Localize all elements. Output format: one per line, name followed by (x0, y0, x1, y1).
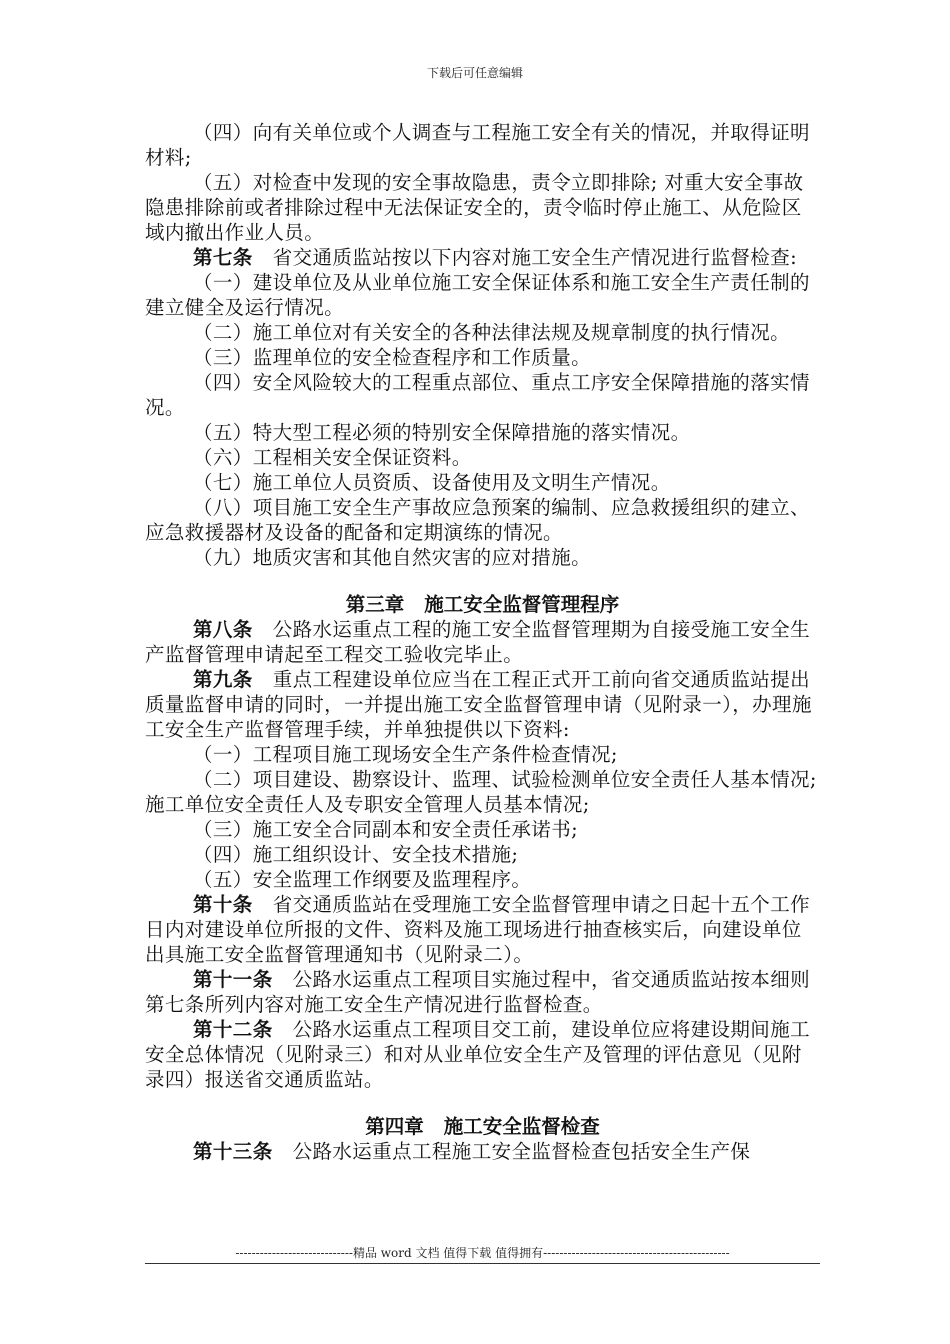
article-paragraph: 第十三条 公路水运重点工程施工安全监督检查包括安全生产保 (193, 1140, 751, 1163)
paragraph: （三）施工安全合同副本和安全责任承诺书; (193, 818, 579, 841)
article-paragraph: 第八条 公路水运重点工程的施工安全监督管理期为自接受施工安全生产监督管理申请起至工程交工验收完毕止。 (145, 618, 811, 666)
paragraph: （二）项目建设、勘察设计、监理、试验检测单位安全责任人基本情况; 施工单位安全责任人及专职安全管理人员基本情况; (145, 768, 817, 816)
paragraph: （一）工程项目施工现场安全生产条件检查情况; (193, 743, 618, 766)
paragraph: （八）项目施工安全生产事故应急预案的编制、应急救援组织的建立、应急救援器材及设备的配备和定期演练的情况。 (145, 496, 810, 544)
footer-rule (145, 1263, 820, 1264)
article-paragraph: 第十一条 公路水运重点工程项目实施过程中，省交通质监站按本细则第七条所列内容对施工安全生产情况进行监督检查。 (145, 968, 811, 1016)
paragraph: （三）监理单位的安全检查程序和工作质量。 (193, 346, 592, 369)
article-label: 第十二条 (193, 1018, 273, 1041)
paragraph: （五）特大型工程必须的特别安全保障措施的落实情况。 (193, 421, 691, 444)
page-header: 下载后可任意编辑 (426, 66, 523, 80)
paragraph: （五）安全监理工作纲要及监理程序。 (193, 868, 532, 891)
article-label: 第九条 (193, 668, 253, 691)
article-label: 第八条 (193, 618, 253, 641)
paragraph: （九）地质灾害和其他自然灾害的应对措施。 (193, 546, 592, 569)
chapter-heading: 第三章 施工安全监督管理程序 (345, 593, 620, 616)
paragraph: （七）施工单位人员资质、设备使用及文明生产情况。 (193, 471, 671, 494)
article-paragraph: 第九条 重点工程建设单位应当在工程正式开工前向省交通质监站提出质量监督申请的同时，一并提出施工安全监督管理申请（见附录一），办理施工安全生产监督管理手续，并单独提供以下资料: (145, 668, 812, 741)
article-paragraph: 第七条 省交通质监站按以下内容对施工安全生产情况进行监督检查: (193, 246, 798, 269)
paragraph: （二）施工单位对有关安全的各种法律法规及规章制度的执行情况。 (193, 321, 791, 344)
article-label: 第十一条 (193, 968, 273, 991)
paragraph: （四）安全风险较大的工程重点部位、重点工序安全保障措施的落实情况。 (145, 371, 810, 419)
article-paragraph: 第十二条 公路水运重点工程项目交工前，建设单位应将建设期间施工安全总体情况（见附录三）和对从业单位安全生产及管理的评估意见（见附录四）报送省交通质监站。 (145, 1018, 811, 1091)
paragraph: （五）对检查中发现的安全事故隐患，责令立即排除; 对重大安全事故隐患排除前或者排除过程中无法保证安全的，责令临时停止施工、从危险区域内撤出作业人员。 (145, 171, 804, 244)
paragraph: （六）工程相关安全保证资料。 (193, 446, 472, 469)
paragraph: （四）向有关单位或个人调查与工程施工安全有关的情况，并取得证明材料; (145, 121, 810, 169)
chapter-heading: 第四章 施工安全监督检查 (365, 1115, 600, 1138)
article-paragraph: 第十条 省交通质监站在受理施工安全监督管理申请之日起十五个工作日内对建设单位所报的文件、资料及施工现场进行抽查核实后，向建设单位出具施工安全监督管理通知书（见附录二）。 (145, 893, 811, 966)
page-footer: -----------------------------精品 word 文档 值得下载 值得拥有---------------------------------------------- (235, 1246, 730, 1260)
paragraph: （一）建设单位及从业单位施工安全保证体系和施工安全生产责任制的建立健全及运行情况。 (145, 271, 810, 319)
paragraph: （四）施工组织设计、安全技术措施; (193, 843, 519, 866)
article-label: 第十条 (193, 893, 253, 916)
article-label: 第十三条 (193, 1140, 273, 1163)
article-label: 第七条 (193, 246, 253, 269)
document-body (145, 120, 820, 1164)
